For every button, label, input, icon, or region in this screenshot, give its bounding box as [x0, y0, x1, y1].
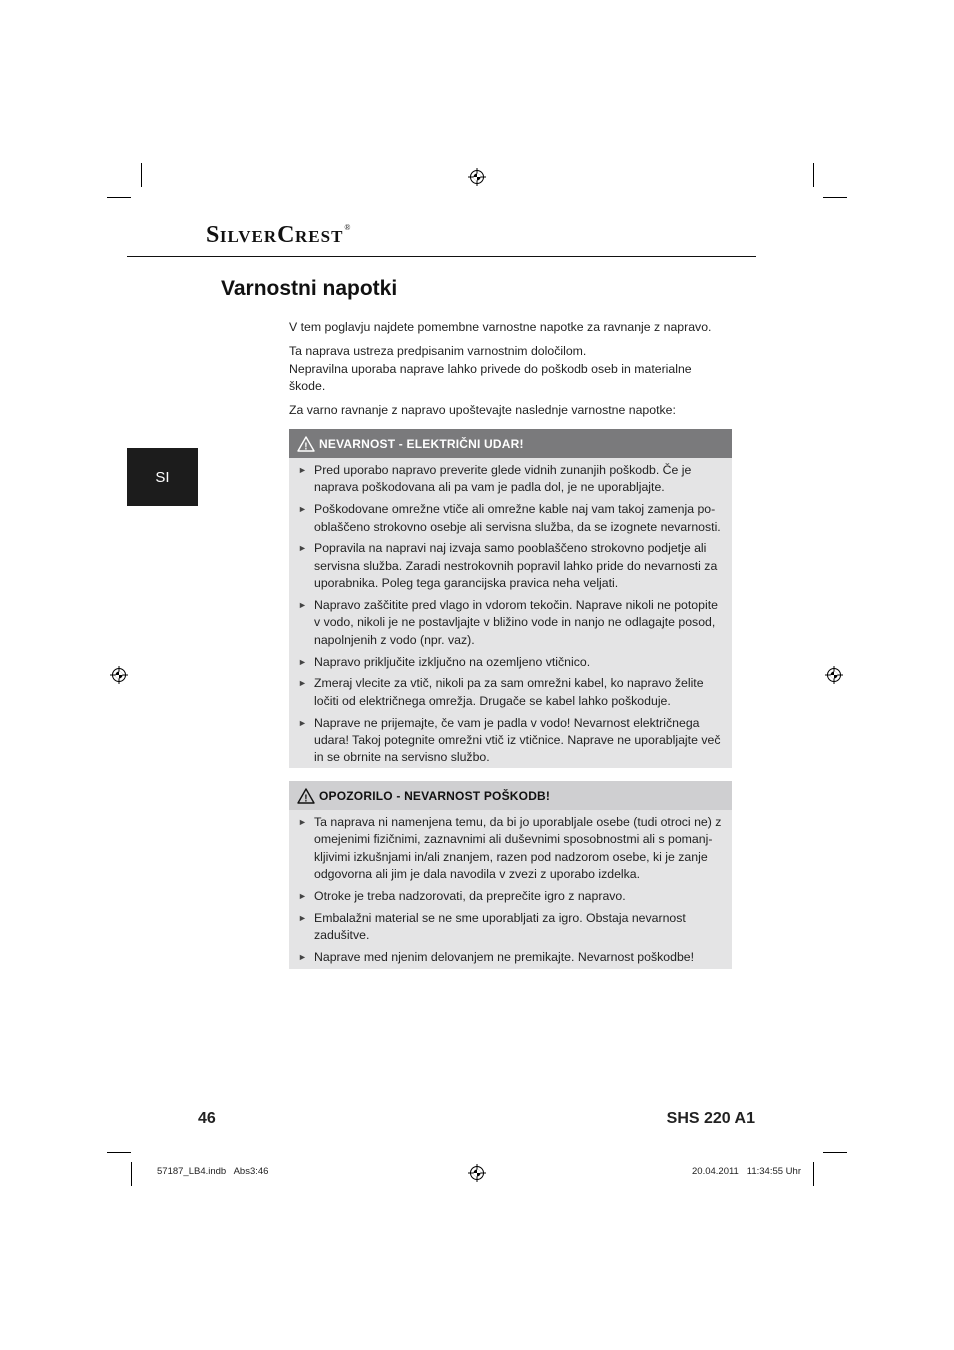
- language-tab: [127, 448, 198, 506]
- list-item: ► Poškodovane omrežne vtiče ali omrežne kable naj vam takoj zamenja po-oblaščeno strokovno osebje ali servisna služba, da se izognete nevarnosti.: [298, 502, 721, 534]
- warning-box: [289, 781, 732, 969]
- warning-list: [289, 810, 732, 972]
- bullet-arrow-icon: ►: [298, 817, 307, 827]
- intro-paragraph: Ta naprava ustreza predpisanim varnostnim določilom.: [289, 344, 587, 358]
- registration-mark-icon: [825, 666, 843, 684]
- file-slug: 57187_LB4.indb Abs3:46: [157, 1166, 269, 1177]
- list-item: ► Napravo priključite izključno na ozemljeno vtičnico.: [298, 654, 726, 671]
- svg-text:!: !: [304, 441, 308, 452]
- language-tab-label: SI: [155, 468, 170, 486]
- bullet-arrow-icon: ►: [298, 465, 307, 475]
- intro: [289, 402, 729, 420]
- danger-box: [289, 429, 732, 768]
- bullet-arrow-icon: ►: [298, 952, 307, 963]
- list-item: ► Popravila na napravi naj izvaja samo pooblaščeno strokovno podjetje ali servisna služba. Zaradi nestrokovnih popravil lahko pride do nevarnosti za uporabnika. Poleg tega garancijska pravica neha veljati.: [298, 541, 718, 591]
- crop-mark: [823, 197, 847, 198]
- registration-mark-icon: [468, 168, 486, 186]
- bullet-arrow-icon: ►: [298, 543, 307, 554]
- danger-box-header: [289, 429, 732, 458]
- warning-triangle-icon: [297, 788, 315, 804]
- bullet-arrow-icon: ►: [298, 891, 307, 902]
- bullet-arrow-icon: ►: [298, 678, 307, 689]
- intro-paragraph: Za varno ravnanje z napravo upoštevajte naslednje varnostne napotke:: [289, 403, 676, 417]
- warning-box-heading: OPOZORILO - NEVARNOST POŠKODB!: [319, 788, 551, 803]
- intro-paragraph: Nepravilna uporaba naprave lahko privede do poškodb oseb in materialne škode.: [289, 361, 692, 393]
- bullet-arrow-icon: ►: [298, 912, 307, 923]
- crop-mark: [813, 163, 814, 187]
- crop-mark: [823, 1152, 847, 1153]
- bullet-arrow-icon: ►: [298, 717, 307, 728]
- brand-logo: SILVERCREST®: [206, 222, 351, 248]
- bullet-arrow-icon: ►: [298, 504, 307, 515]
- header-rule: [127, 256, 756, 257]
- page-title: Varnostni napotki: [221, 277, 398, 300]
- registration-mark-icon: [110, 666, 128, 684]
- intro: [289, 343, 729, 396]
- bullet-arrow-icon: ►: [298, 656, 307, 667]
- danger-list: [289, 458, 732, 773]
- list-item: ► Naprave ne prijemajte, če vam je padla v vodo! Nevarnost električnega udara! Takoj potegnite omrežni vtič iz vtičnice. Naprave ne uporabljajte več in se obrnite na servisno službo.: [298, 715, 721, 765]
- warning-box-header: [289, 781, 732, 810]
- list-item: ► Otroke je treba nadzorovati, da preprečite igro z napravo.: [298, 888, 726, 905]
- list-item: ► Napravo zaščitite pred vlago in vdorom tekočin. Naprave nikoli ne potopite v vodo, nikoli je ne postavljajte v bližino vode in nanjo ne odlagajte posod, napolnjenih z vodo (npr. vaz).: [298, 598, 718, 647]
- crop-mark: [131, 1162, 132, 1186]
- danger-box-heading: NEVARNOST - ELEKTRIČNI UDAR!: [319, 436, 524, 451]
- list-item: ► Ta naprava ni namenjena temu, da bi jo uporabljale osebe (tudi otroci ne) z omejenimi fizičnimi, zaznavnimi ali duševnimi sposobnostmi ali s pomanj-kljivimi izkušnjami in/ali znanjem, razen pod nadzorom osebe, ki je zanje odgovorna ali jim je dala navodila v zvezi z uporabo izdelka.: [298, 815, 722, 882]
- model-number: SHS 220 A1: [666, 1110, 755, 1127]
- warning-triangle-icon: [297, 436, 315, 452]
- svg-text:!: !: [304, 793, 308, 804]
- list-item: ► Naprave med njenim delovanjem ne premikajte. Nevarnost poškodbe!: [298, 949, 726, 966]
- print-timestamp: 20.04.2011 11:34:55 Uhr: [692, 1166, 801, 1177]
- page-number: 46: [198, 1110, 216, 1127]
- registration-mark-icon: [468, 1164, 486, 1182]
- crop-mark: [141, 163, 142, 187]
- list-item: ► Zmeraj vlecite za vtič, nikoli pa za sam omrežni kabel, ko napravo želite ločiti od električnega omrežja. Drugače se kabel lahko poškoduje.: [298, 676, 704, 708]
- crop-mark: [813, 1162, 814, 1186]
- intro: [289, 319, 729, 337]
- bullet-arrow-icon: ►: [298, 600, 307, 611]
- crop-mark: [107, 1152, 131, 1153]
- intro-paragraph: V tem poglavju najdete pomembne varnostne napotke za ravnanje z napravo.: [289, 320, 712, 334]
- crop-mark: [107, 197, 131, 198]
- list-item: ► Embalažni material se ne sme uporabljati za igro. Obstaja nevarnost zadušitve.: [298, 910, 686, 943]
- list-item: ► Pred uporabo napravo preverite glede vidnih zunanjih poškodb. Če je naprava poškodovana ali pa vam je padla dol, je ne uporabljajte.: [298, 463, 692, 495]
